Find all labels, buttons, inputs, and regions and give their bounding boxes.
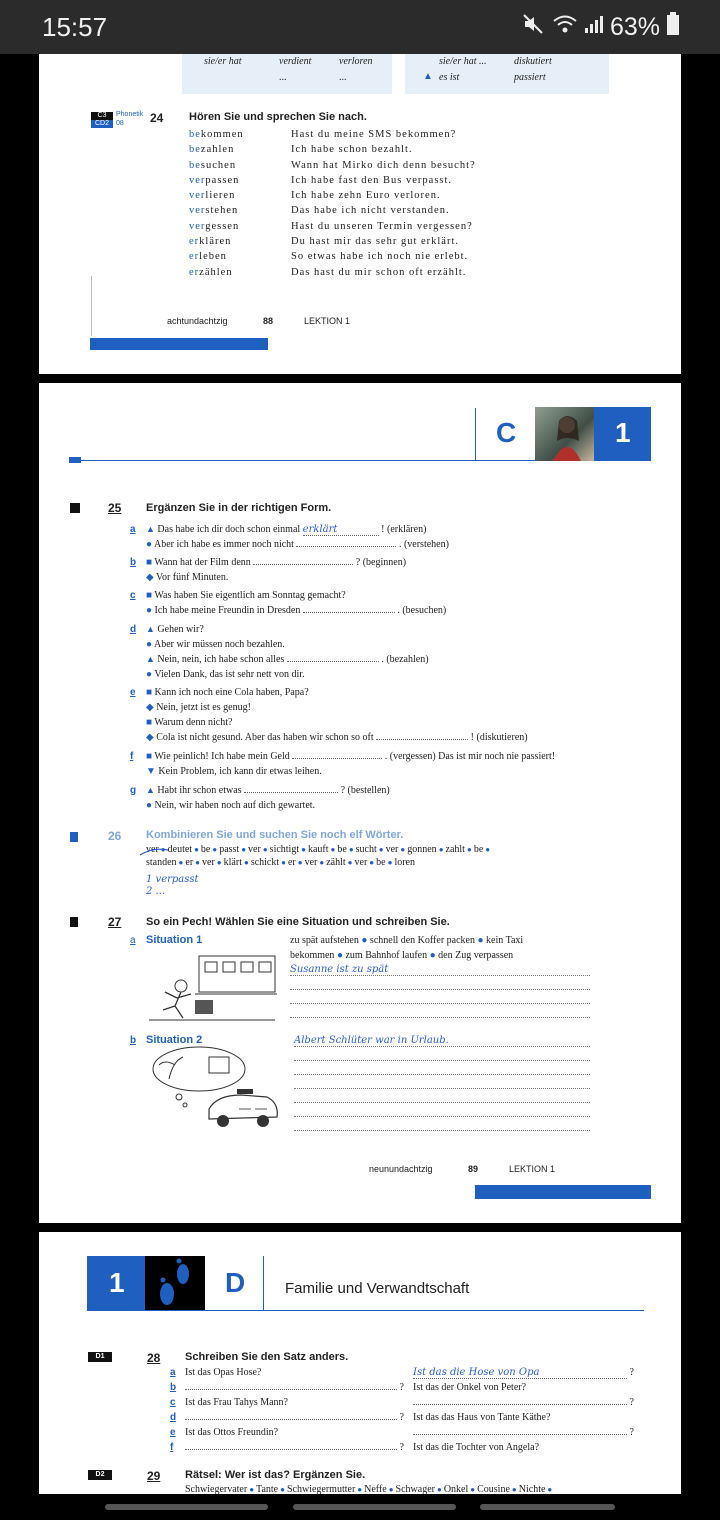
- item-letter: a: [130, 935, 136, 946]
- header-section-letter: C: [496, 417, 517, 448]
- exercise-line: ■ Was haben Sie eigentlich am Sonntag gemacht?: [146, 590, 346, 601]
- status-icons: [522, 12, 680, 43]
- item-letter: c: [170, 1397, 176, 1408]
- syllable: klärt: [223, 857, 242, 868]
- item-letter: e: [130, 687, 136, 698]
- warning-icon: ▲: [423, 71, 433, 82]
- word-bank: Schwiegervater ● Tante ● Schwiegermutter ● Neffe ● Schwager ● Onkel ● Cousine ● Nichte ●: [185, 1484, 553, 1494]
- section-badge: D2: [88, 1470, 112, 1480]
- footer-page-number: 89: [468, 1164, 479, 1174]
- table-cell: passiert: [514, 72, 546, 83]
- syllable: be: [376, 857, 386, 868]
- footer-blue-bar: [90, 338, 268, 350]
- writing-line[interactable]: [290, 989, 590, 990]
- header-rule-cap: [69, 457, 81, 463]
- syllable: ver: [146, 844, 159, 855]
- exercise-line: ?: [185, 1382, 404, 1393]
- exercise-title: So ein Pech! Wählen Sie eine Situation und schreiben Sie.: [146, 916, 450, 928]
- footer-blue-bar: [475, 1185, 651, 1199]
- prompt-line: zu spät aufstehen ● schnell den Koffer packen ● kein Taxi: [290, 935, 524, 946]
- list-item: bekommen: [189, 129, 244, 140]
- navigation-bar: [0, 1495, 720, 1520]
- table-cell: verdient: [279, 56, 312, 67]
- item-letter: f: [130, 751, 134, 762]
- status-bar: [0, 0, 720, 54]
- exercise-number: 28: [147, 1351, 161, 1365]
- page-89: [39, 383, 681, 1223]
- footer-page-word: neunundachtzig: [369, 1164, 433, 1174]
- list-item: Ich habe fast den Bus verpasst.: [291, 174, 453, 186]
- answer-blank[interactable]: [287, 661, 379, 662]
- exercise-marker: [70, 832, 78, 842]
- handwritten-answer: Ist das die Hose von Opa: [413, 1367, 540, 1378]
- footer-lektion: LEKTION 1: [509, 1164, 556, 1174]
- list-item: besuchen: [189, 159, 237, 171]
- exercise-line: ■ Kann ich noch eine Cola haben, Papa?: [146, 687, 309, 698]
- item-letter: c: [130, 590, 136, 601]
- list-item: verpassen: [189, 174, 240, 186]
- header-section-letter: D: [225, 1267, 246, 1298]
- syllable: ver: [354, 857, 368, 868]
- list-item: Hast du meine SMS bekommen?: [291, 129, 457, 140]
- list-item: erzählen: [189, 266, 233, 278]
- exercise-line: ▼ Kein Problem, ich kann dir etwas leihen.: [146, 766, 322, 777]
- exercise-line: ◆ Cola ist nicht gesund. Aber das haben wir schon so oft ! (diskutieren): [146, 732, 528, 743]
- item-letter: b: [170, 1382, 177, 1393]
- header-footprints-image: [145, 1256, 205, 1310]
- syllable: passt: [219, 844, 240, 855]
- situation-label: Situation 1: [146, 934, 203, 946]
- answer-blank[interactable]: [296, 546, 396, 547]
- battery-icon: [666, 12, 680, 43]
- syllable: Nichte: [518, 1484, 546, 1494]
- syllable: er: [287, 857, 296, 868]
- answer-blank[interactable]: [185, 1419, 397, 1420]
- page-88: [39, 54, 681, 374]
- list-item: bezahlen: [189, 144, 235, 156]
- list-item: verlieren: [189, 190, 236, 202]
- exercise-line: ?: [185, 1442, 404, 1453]
- writing-line[interactable]: [294, 1102, 590, 1103]
- exercise-line: ◆ Nein, jetzt ist es genug!: [146, 702, 251, 713]
- list-item: erleben: [189, 251, 227, 263]
- situation-2-illustration: [139, 1043, 284, 1133]
- item-letter: a: [130, 524, 136, 535]
- item-letter: d: [170, 1412, 177, 1423]
- writing-line[interactable]: [294, 1074, 590, 1075]
- answer-blank[interactable]: [413, 1404, 627, 1405]
- list-item: Wann hat Mirko dich denn besucht?: [291, 159, 476, 171]
- exercise-title: Hören Sie und sprechen Sie nach.: [189, 111, 367, 123]
- wifi-icon: [552, 13, 578, 42]
- table-cell: ...: [339, 72, 347, 83]
- list-item: verstehen: [189, 205, 239, 217]
- list-item: Das habe ich nicht verstanden.: [291, 205, 450, 217]
- word-list: [189, 127, 244, 280]
- exercise-line: ■ Wie peinlich! Ich habe mein Geld . (vergessen) Das ist mir noch nie passiert!: [146, 751, 556, 762]
- footer-page-number: 88: [263, 316, 274, 326]
- item-letter: g: [130, 785, 137, 796]
- exercise-number: 27: [108, 915, 122, 929]
- syllable: sucht: [355, 844, 377, 855]
- answer-blank[interactable]: [244, 792, 338, 793]
- header-lesson-number: 1: [615, 417, 631, 448]
- syllable: be: [337, 844, 347, 855]
- syllable: ver: [304, 857, 318, 868]
- answer-blank[interactable]: [253, 564, 353, 565]
- header-divider: [475, 408, 476, 461]
- writing-line[interactable]: [290, 1003, 590, 1004]
- exercise-line: ■ Wann hat der Film denn ? (beginnen): [146, 557, 407, 568]
- grammar-box-right: [405, 54, 609, 94]
- syllable: Neffe: [364, 1484, 387, 1494]
- exercise-line: Ist das Frau Tahys Mann?: [185, 1397, 288, 1408]
- exercise-line: ● Vielen Dank, das ist sehr nett von dir.: [146, 669, 305, 680]
- header-title: Familie und Verwandtschaft: [285, 1280, 470, 1297]
- header-rule: [87, 1310, 644, 1311]
- page-90: [39, 1232, 681, 1494]
- writing-line[interactable]: [290, 975, 590, 976]
- item-letter: b: [130, 557, 137, 568]
- syllable: be: [200, 844, 211, 855]
- item-letter: f: [170, 1442, 174, 1453]
- writing-line[interactable]: [294, 1130, 590, 1131]
- nav-pill-right[interactable]: [480, 1504, 615, 1510]
- exercise-number: 26: [108, 829, 122, 843]
- exercise-line: Ist das das Haus von Tante Käthe?: [413, 1412, 551, 1423]
- list-item: So etwas habe ich noch nie erlebt.: [291, 251, 469, 263]
- exercise-title: Kombinieren Sie und suchen Sie noch elf Wörter.: [146, 829, 404, 841]
- syllable: gonnen: [407, 844, 437, 855]
- syllable-row: ver ● deutet ● be ● passt ● ver ● sichtigt ● kauft ● be ● sucht ● ver ● gonnen ● zahlt ● be ●: [146, 844, 491, 855]
- writing-line[interactable]: [290, 1017, 590, 1018]
- battery-percent: 63%: [609, 13, 660, 41]
- item-letter: b: [130, 1035, 137, 1046]
- nav-pill-left[interactable]: [105, 1504, 268, 1510]
- exercise-number: 25: [108, 501, 122, 515]
- exercise-line: Ist das Opas Hose?: [185, 1367, 262, 1378]
- syllable: Schwager: [395, 1484, 435, 1494]
- table-cell: sie/er hat ...: [439, 56, 487, 67]
- item-letter: d: [130, 624, 137, 635]
- exercise-line: ▲ Gehen wir?: [146, 624, 204, 635]
- situation-label: Situation 2: [146, 1034, 203, 1046]
- exercise-line: ● Nein, wir haben noch auf dich gewartet.: [146, 800, 316, 811]
- audio-badge: [70, 503, 80, 513]
- nav-pill-center[interactable]: [293, 1504, 456, 1510]
- handwritten-answer: 1 verpasst: [146, 874, 199, 885]
- exercise-line: Ist das Ottos Freundin?: [185, 1427, 279, 1438]
- list-item: Du hast mir das sehr gut erklärt.: [291, 236, 460, 248]
- prompt-line: bekommen ● zum Bahnhof laufen ● den Zug verpassen: [290, 950, 514, 961]
- answer-blank[interactable]: [303, 612, 395, 613]
- handwritten-answer: Susanne ist zu spät: [290, 964, 389, 975]
- table-cell: ...: [279, 72, 287, 83]
- exercise-line: ● Aber wir müssen noch bezahlen.: [146, 639, 285, 650]
- track-number: 08: [116, 120, 124, 127]
- exercise-line: ◆ Vor fünf Minuten.: [146, 572, 229, 583]
- table-cell: sie/er hat: [204, 56, 242, 67]
- mute-icon: [522, 13, 546, 42]
- exercise-number: 29: [147, 1469, 161, 1483]
- syllable: schickt: [250, 857, 280, 868]
- answer-blank[interactable]: [413, 1434, 627, 1435]
- answer-blank[interactable]: [185, 1389, 397, 1390]
- table-cell: es ist: [439, 72, 460, 83]
- syllable: loren: [394, 857, 415, 868]
- exercise-line: Ist das die Hose von Opa ?: [413, 1367, 634, 1378]
- header-divider: [263, 1256, 264, 1310]
- exercise-title: Rätsel: Wer ist das? Ergänzen Sie.: [185, 1469, 366, 1481]
- sentence-list: [291, 127, 476, 280]
- exercise-title: Schreiben Sie den Satz anders.: [185, 1351, 349, 1363]
- list-item: vergessen: [189, 220, 240, 232]
- footer-lektion: LEKTION 1: [304, 316, 351, 326]
- handwritten-answer: erklärt: [302, 524, 338, 535]
- exercise-line: ■ Warum denn nicht?: [146, 717, 233, 728]
- exercise-line: ▲ Habt ihr schon etwas ? (bestellen): [146, 785, 390, 796]
- situation-1-illustration: [139, 948, 279, 1028]
- answer-blank[interactable]: [292, 758, 382, 759]
- track-badge-top: C3: [91, 112, 113, 120]
- list-item: Das hast du mir schon oft erzählt.: [291, 266, 467, 278]
- syllable: ver: [385, 844, 399, 855]
- exercise-line: Ist das die Tochter von Angela?: [413, 1442, 540, 1453]
- list-item: erklären: [189, 236, 232, 248]
- handwritten-answer: 2 ...: [146, 886, 166, 897]
- syllable: Tante: [256, 1484, 279, 1494]
- section-badge: D1: [88, 1352, 112, 1362]
- exercise-title: Ergänzen Sie in der richtigen Form.: [146, 502, 332, 514]
- syllable: Onkel: [443, 1484, 469, 1494]
- list-item: Hast du unseren Termin vergessen?: [291, 220, 473, 232]
- table-cell: verloren: [339, 56, 373, 67]
- exercise-line: Ist das der Onkel von Peter?: [413, 1382, 527, 1393]
- exercise-line: ● Ich habe meine Freundin in Dresden . (besuchen): [146, 605, 447, 616]
- phonetik-label: Phonetik: [116, 111, 144, 118]
- syllable: er: [185, 857, 194, 868]
- syllable: deutet: [167, 844, 193, 855]
- table-cell: diskutiert: [514, 56, 552, 67]
- exercise-number: 24: [150, 111, 164, 125]
- list-item: Ich habe schon bezahlt.: [291, 144, 413, 156]
- item-letter: a: [170, 1367, 176, 1378]
- exercise-line: ?: [185, 1412, 404, 1423]
- margin-rule: [91, 276, 92, 336]
- writing-line[interactable]: [294, 1046, 590, 1047]
- syllable: Cousine: [477, 1484, 510, 1494]
- writing-line[interactable]: [294, 1088, 590, 1089]
- footer-page-word: achtundachtzig: [167, 316, 228, 326]
- syllable: zahlt: [445, 844, 465, 855]
- header-photo: [535, 407, 594, 461]
- header-lesson-number: 1: [109, 1267, 125, 1298]
- syllable: ver: [202, 857, 215, 868]
- list-item: Ich habe zehn Euro verloren.: [291, 190, 441, 202]
- signal-icon: [584, 13, 604, 42]
- writing-line[interactable]: [294, 1060, 590, 1061]
- syllable: Schwiegermutter: [286, 1484, 356, 1494]
- exercise-line: ▲ Nein, nein, ich habe schon alles . (bezahlen): [146, 654, 429, 665]
- answer-blank[interactable]: [185, 1449, 397, 1450]
- syllable: zählt: [326, 857, 346, 868]
- track-badge-bottom: CD2: [91, 120, 113, 128]
- exercise-line: ?: [413, 1397, 634, 1408]
- syllable: standen: [146, 857, 177, 868]
- exercise-line: ▲ Das habe ich dir doch schon einmal erklärt ! (erklären): [146, 524, 427, 535]
- syllable: be: [473, 844, 484, 855]
- writing-line[interactable]: [294, 1116, 590, 1117]
- hand-strike: [139, 843, 169, 853]
- syllable: Schwiegervater: [185, 1484, 248, 1494]
- syllable: sichtigt: [269, 844, 300, 855]
- syllable-row: standen ● er ● ver ● klärt ● schickt ● er ● ver ● zählt ● ver ● be ● loren: [146, 857, 415, 868]
- exercise-line: ?: [413, 1427, 634, 1438]
- item-letter: e: [170, 1427, 176, 1438]
- audio-badge: [70, 917, 78, 927]
- syllable: ver: [248, 844, 261, 855]
- exercise-line: ● Aber ich habe es immer noch nicht . (verstehen): [146, 539, 449, 550]
- answer-blank[interactable]: [376, 739, 468, 740]
- syllable: kauft: [307, 844, 329, 855]
- handwritten-answer: Albert Schlüter war in Urlaub.: [294, 1035, 449, 1046]
- status-time: 15:57: [42, 12, 108, 42]
